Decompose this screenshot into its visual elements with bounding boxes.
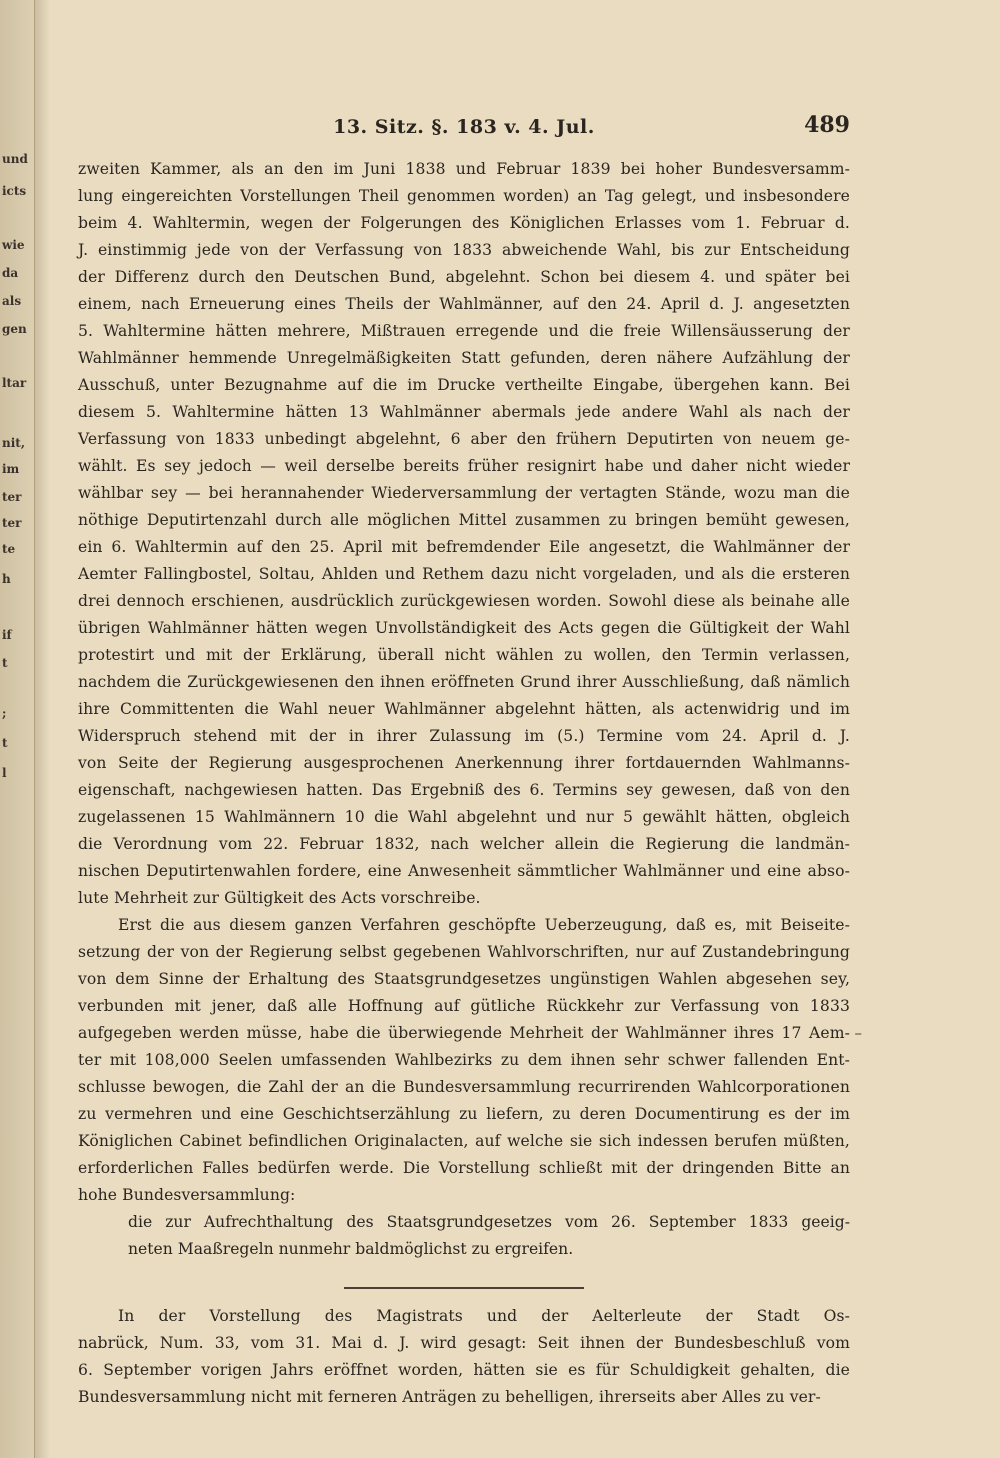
text-line: hohe Bundesversammlung:: [78, 1186, 296, 1204]
text-line: wählbar sey — bei herannahender Wiederversammlung der vertagten Stände, wozu man die: [78, 484, 850, 502]
page-body: [78, 112, 850, 1411]
margin-fragment: und: [2, 152, 28, 166]
text-line: einem, nach Erneuerung eines Theils der Wahlmänner, auf den 24. April d. J. angesetzten: [78, 295, 850, 313]
text-line: zweiten Kammer, als an den im Juni 1838 und Februar 1839 bei hoher Bundesversamm-: [78, 160, 850, 178]
text-line: zugelassenen 15 Wahlmännern 10 die Wahl abgelehnt und nur 5 gewählt hätten, obgleich: [78, 808, 850, 826]
margin-fragment: t: [2, 656, 8, 670]
text-line: nabrück, Num. 33, vom 31. Mai d. J. wird gesagt: Seit ihnen der Bundesbeschluß vom: [78, 1334, 850, 1352]
margin-fragment: da: [2, 266, 19, 280]
text-line: drei dennoch erschienen, ausdrücklich zurückgewiesen worden. Sowohl diese als beinahe alle: [78, 592, 850, 610]
margin-fragment: ltar: [2, 376, 27, 390]
text-line: Verfassung von 1833 unbedingt abgelehnt, 6 aber den frühern Deputirten von neuem ge-: [78, 430, 850, 448]
text-line: der Differenz durch den Deutschen Bund, abgelehnt. Schon bei diesem 4. und später bei: [78, 268, 850, 286]
margin-fragment: if: [2, 628, 12, 642]
text-line: 6. September vorigen Jahrs eröffnet worden, hätten sie es für Schuldigkeit gehalten, die: [78, 1361, 850, 1379]
text-line: aufgegeben werden müsse, habe die überwiegende Mehrheit der Wahlmänner ihres 17 Aem-: [78, 1024, 850, 1042]
text-line: von dem Sinne der Erhaltung des Staatsgrundgesetzes ungünstigen Wahlen abgesehen sey,: [78, 970, 850, 988]
text-line: wählt. Es sey jedoch — weil derselbe bereits früher resignirt habe und daher nicht wieder: [78, 457, 850, 475]
text-line: Wahlmänner hemmende Unregelmäßigkeiten Statt gefunden, deren nähere Aufzählung der: [78, 349, 850, 367]
text-line: setzung der von der Regierung selbst gegebenen Wahlvorschriften, nur auf Zustandebringung: [78, 943, 850, 961]
margin-fragment: te: [2, 542, 16, 556]
paragraph-2: [78, 912, 850, 1209]
text-line: von Seite der Regierung ausgesprochenen Anerkennung ihrer fortdauernden Wahlmanns-: [78, 754, 850, 772]
text-line: Widerspruch stehend mit der in ihrer Zulassung im (5.) Termine vom 24. April d. J.: [78, 727, 850, 745]
margin-fragment: icts: [2, 184, 27, 198]
stray-mark: –: [854, 1024, 862, 1042]
margin-fragment: l: [2, 766, 7, 780]
text-line: lute Mehrheit zur Gültigkeit des Acts vorschreibe.: [78, 889, 481, 907]
text-line: Aemter Fallingbostel, Soltau, Ahlden und Rethem dazu nicht vorgeladen, und als die ersteren: [78, 565, 850, 583]
margin-fragment: nit,: [2, 436, 26, 450]
text-line: Bundesversammlung nicht mit ferneren Anträgen zu behelligen, ihrerseits aber Alles zu ver-: [78, 1388, 821, 1406]
margin-fragment: ;: [2, 706, 7, 720]
margin-fragment: im: [2, 462, 20, 476]
text-line: 5. Wahltermine hätten mehrere, Mißtrauen erregende und die freie Willensäusserung der: [78, 322, 850, 340]
text-line: Erst die aus diesem ganzen Verfahren geschöpfte Ueberzeugung, daß es, mit Beiseite-: [118, 916, 850, 934]
text-line: schlusse bewogen, die Zahl der an die Bundesversammlung recurrirenden Wahlcorporationen: [78, 1078, 850, 1096]
text-line: nöthige Deputirtenzahl durch alle möglichen Mittel zusammen zu bringen bemüht gewesen,: [78, 511, 850, 529]
text-line: protestirt und mit der Erklärung, überall nicht wählen zu wollen, den Termin verlassen,: [78, 646, 850, 664]
text-line: Ausschuß, unter Bezugnahme auf die im Drucke vertheilte Eingabe, übergehen kann. Bei: [78, 376, 850, 394]
margin-fragment: als: [2, 294, 22, 308]
margin-fragment: wie: [2, 238, 25, 252]
text-line: die zur Aufrechthaltung des Staatsgrundgesetzes vom 26. September 1833 geeig-: [128, 1213, 850, 1231]
paragraph-1: [78, 156, 850, 912]
text-line: nachdem die Zurückgewiesenen den ihnen eröffneten Grund ihrer Ausschließung, daß nämlich: [78, 673, 850, 691]
margin-fragment: t: [2, 736, 8, 750]
running-title: 13. Sitz. §. 183 v. 4. Jul.: [333, 116, 595, 138]
text-line: nischen Deputirtenwahlen fordere, eine Anwesenheit sämmtlicher Wahlmänner und eine abso-: [78, 862, 850, 880]
margin-fragment: gen: [2, 322, 27, 336]
text-line: ein 6. Wahltermin auf den 25. April mit befremdender Eile angesetzt, die Wahlmänner der: [78, 538, 850, 556]
text-line: erforderlichen Falles bedürfen werde. Die Vorstellung schließt mit der dringenden Bitte an: [78, 1159, 850, 1177]
text-line: beim 4. Wahltermin, wegen der Folgerungen des Königlichen Erlasses vom 1. Februar d.: [78, 214, 850, 232]
text-line: eigenschaft, nachgewiesen hatten. Das Ergebniß des 6. Termins sey gewesen, daß von den: [78, 781, 850, 799]
text-line: lung eingereichten Vorstellungen Theil genommen worden) an Tag gelegt, und insbesondere: [78, 187, 850, 205]
margin-fragment: ter: [2, 490, 22, 504]
text-line: ihre Committenten die Wahl neuer Wahlmänner abgelehnt hätten, als actenwidrig und im: [78, 700, 850, 718]
spine-shadow: [34, 0, 50, 1458]
paragraph-3: [78, 1303, 850, 1411]
page-number: 489: [804, 112, 850, 138]
text-line: Königlichen Cabinet befindlichen Originalacten, auf welche sie sich indessen berufen müßten,: [78, 1132, 850, 1150]
text-line: J. einstimmig jede von der Verfassung von 1833 abweichende Wahl, bis zur Entscheidung: [78, 241, 850, 259]
text-line: neten Maaßregeln nunmehr baldmöglichst zu ergreifen.: [128, 1240, 574, 1258]
text-line: ter mit 108,000 Seelen umfassenden Wahlbezirks zu dem ihnen sehr schwer fallenden Ent-: [78, 1051, 850, 1069]
text-line: zu vermehren und eine Geschichtserzählung zu liefern, zu deren Documentirung es der im: [78, 1105, 850, 1123]
page-header: [78, 112, 850, 150]
text-line: diesem 5. Wahltermine hätten 13 Wahlmänner abermals jede andere Wahl als nach der: [78, 403, 850, 421]
text-line: verbunden mit jener, daß alle Hoffnung auf gütliche Rückkehr zur Verfassung von 1833: [78, 997, 850, 1015]
text-line: die Verordnung vom 22. Februar 1832, nach welcher allein die Regierung die landmän-: [78, 835, 850, 853]
text-line: übrigen Wahlmänner hätten wegen Unvollständigkeit des Acts gegen die Gültigkeit der Wahl: [78, 619, 850, 637]
petition-quote: [128, 1209, 850, 1263]
margin-fragment: h: [2, 572, 11, 586]
text-line: In der Vorstellung des Magistrats und der Aelterleute der Stadt Os-: [118, 1307, 850, 1325]
margin-fragment: ter: [2, 516, 22, 530]
left-page-edge: [0, 0, 35, 1458]
section-divider: [344, 1287, 584, 1289]
